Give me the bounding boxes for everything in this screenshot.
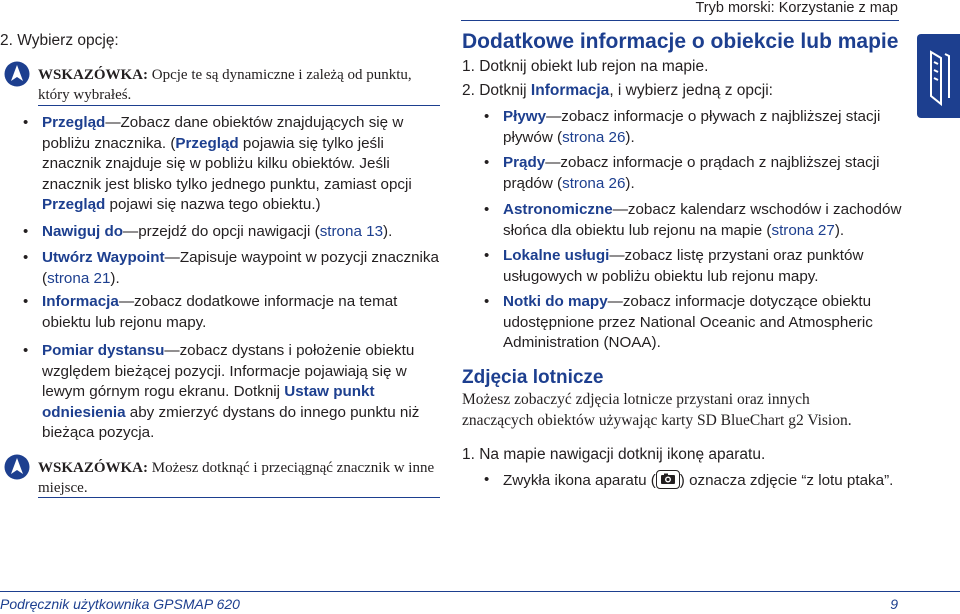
bullet-text: —zobacz kalendarz wschodów i zachodów słońca dla obiektu lub rejonu na mapie ( <box>503 201 902 239</box>
chapter-tab <box>917 34 960 118</box>
bullet-dot: • <box>23 249 29 266</box>
compass-arrow-icon <box>4 61 30 87</box>
bullet-text: —przejdź do opcji nawigacji ( <box>123 223 320 240</box>
note-2-text: Możesz dotknąć i przeciągnąć znacznik w inne miejsce. <box>38 460 435 496</box>
note-1-divider <box>38 105 440 106</box>
bullet-text-2: ). <box>625 128 635 146</box>
aerial-paragraph: Możesz zobaczyć zdjęcia lotnicze przystani oraz innych znaczących obiektów używając karty SD BlueChart g2 Vision. <box>462 391 852 429</box>
bullet-text-2: pojawia się tylko jeśli znacznik znajduje się w pobliżu kilku obiektów. Jeśli znacznik jest blisko tylko jednego punktu, zamiast opcji <box>42 134 412 193</box>
bullet-dot: • <box>484 154 490 171</box>
bullet-dot: • <box>484 247 490 264</box>
bullet-term: Informacja <box>42 293 119 310</box>
page-link[interactable]: strona 27 <box>771 221 835 239</box>
bullet-dot: • <box>23 293 29 310</box>
step-2-text: 2. Dotknij <box>462 82 531 99</box>
right-step-1: 1. Dotknij obiekt lub rejon na mapie. <box>462 58 709 75</box>
bullet-term: Prądy <box>503 154 546 171</box>
left-step-2: 2. Wybierz opcję: <box>0 32 119 49</box>
list-item <box>484 153 903 194</box>
list-item <box>23 222 440 243</box>
page-link[interactable]: strona 26 <box>562 128 626 146</box>
page-link[interactable]: strona 21 <box>47 269 111 287</box>
photo-step-1: 1. Na mapie nawigacji dotknij ikonę aparatu. <box>462 446 766 463</box>
list-item <box>23 341 440 444</box>
page-link[interactable]: strona 13 <box>319 223 384 240</box>
bullet-term-3: Przegląd <box>42 196 106 213</box>
bullet-term: Nawiguj do <box>42 223 123 240</box>
list-item <box>23 113 440 216</box>
bullet-dot: • <box>23 342 29 359</box>
list-item <box>23 292 440 333</box>
section-subtitle: Zdjęcia lotnicze <box>462 367 604 388</box>
bullet-term: Lokalne usługi <box>503 247 610 264</box>
bullet-dot: • <box>484 471 490 488</box>
list-item <box>484 200 903 241</box>
page-link[interactable]: strona 26 <box>562 174 626 192</box>
bullet-term: Utwórz Waypoint <box>42 249 165 266</box>
bullet-text: Zwykła ikona aparatu ( <box>503 472 656 489</box>
bullet-text-2: ) oznacza zdjęcie “z lotu ptaka”. <box>679 472 894 489</box>
bullet-text: —zobacz dystans i położenie obiektu względem bieżącej pozycji. Informacje pojawiają się w lewym górnym rogu ekranu. Dotknij <box>42 342 415 400</box>
bullet-text: —Zobacz dane obiektów znajdujących się w pobliżu znacznika. ( <box>42 114 404 152</box>
compass-arrow-icon <box>4 454 30 480</box>
bullet-text: —zobacz informacje o prądach z najbliższej stacji prądów ( <box>503 154 880 192</box>
list-item <box>23 248 440 289</box>
right-step-2 <box>462 81 773 101</box>
section-header: Tryb morski: Korzystanie z map <box>695 0 898 16</box>
footer-manual-title: Podręcznik użytkownika GPSMAP 620 <box>0 596 240 612</box>
camera-icon <box>656 470 680 489</box>
bullet-term-2: Przegląd <box>175 134 239 152</box>
note-1 <box>38 65 438 105</box>
bullet-text-2: ). <box>625 174 635 192</box>
tab-chapter-icon <box>917 34 960 118</box>
bullet-term: Pływy <box>503 108 547 125</box>
bullet-dot: • <box>23 223 29 240</box>
list-item <box>484 246 903 287</box>
bullet-term: Pomiar dystansu <box>42 342 165 359</box>
bullet-dot: • <box>484 108 490 125</box>
note-2 <box>38 458 438 498</box>
note-2-label: WSKAZÓWKA: <box>38 460 149 476</box>
note-2-divider <box>38 497 440 498</box>
footer-page-number: 9 <box>890 596 898 612</box>
list-item <box>484 292 903 354</box>
list-item <box>484 107 903 148</box>
header-divider <box>461 20 899 21</box>
bullet-term: Astronomiczne <box>503 201 613 218</box>
step-2-text-2: , i wybierz jedną z opcji: <box>609 82 773 99</box>
bullet-text-2: ). <box>834 221 845 239</box>
bullet-text-2: ). <box>383 223 393 240</box>
step-2-term: Informacja <box>530 82 610 99</box>
bullet-text: —zobacz dodatkowe informacje na temat obiektu lub rejonu mapy. <box>42 293 398 331</box>
bullet-term: Notki do mapy <box>503 293 608 310</box>
bullet-term: Przegląd <box>42 114 106 131</box>
bullet-text: —zobacz listę przystani oraz punktów usługowych w pobliżu obiektu lub rejonu mapy. <box>503 247 864 285</box>
footer-divider <box>0 591 960 592</box>
note-1-label: WSKAZÓWKA: <box>38 67 149 83</box>
page-title: Dodatkowe informacje o obiekcie lub mapie <box>462 30 899 53</box>
note-1-text: Opcje te są dynamiczne i zależą od punktu, który wybrałeś. <box>38 67 412 103</box>
bullet-text: —zobacz informacje o pływach z najbliższej stacji pływów ( <box>503 108 881 146</box>
bullet-dot: • <box>23 114 29 131</box>
bullet-text-2: aby zmierzyć dystans do innego punktu niż bieżąca pozycja. <box>42 403 420 441</box>
bullet-text: —zobacz informacje dotyczące obiektu udostępnione przez National Oceanic and Atmospheric Administration (NOAA). <box>503 293 873 351</box>
bullet-dot: • <box>484 201 490 218</box>
bullet-text: —Zapisuje waypoint w pozycji znacznika ( <box>42 249 439 287</box>
bullet-term-2: Ustaw punkt odniesienia <box>42 383 375 421</box>
bullet-text-2: ). <box>110 269 120 287</box>
list-item <box>484 470 903 492</box>
bullet-dot: • <box>484 293 490 310</box>
bullet-text-3: pojawi się nazwa tego obiektu.) <box>105 196 321 213</box>
